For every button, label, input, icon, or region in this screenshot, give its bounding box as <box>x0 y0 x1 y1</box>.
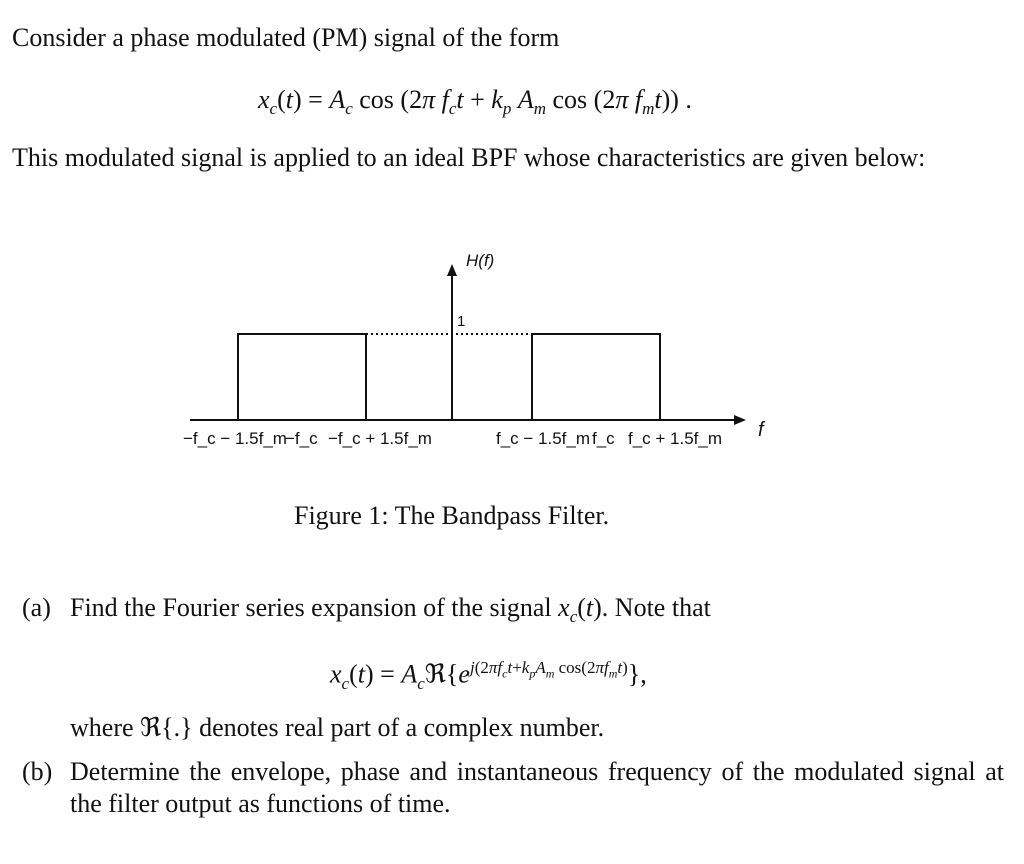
magnitude-axis-label: H(f) <box>466 251 495 270</box>
tick-label-neg-fc-plus: −f_c + 1.5f_m <box>328 429 432 448</box>
frequency-axis-label: f <box>758 419 764 441</box>
positive-passband <box>532 334 660 420</box>
part-a-label: (a) <box>22 593 51 622</box>
passband-gain-label: 1 <box>457 313 466 330</box>
magnitude-axis-arrow <box>447 264 457 276</box>
part-b-text: Determine the envelope, phase and instantaneous frequency of the modulated signal at the filter output as functions of time. <box>70 757 1004 818</box>
figure-caption: Figure 1: The Bandpass Filter. <box>294 501 610 530</box>
part-b-label: (b) <box>22 757 53 786</box>
tick-label-fc-plus: f_c + 1.5f_m <box>628 429 723 448</box>
pm-signal-equation: $x_c(t) = A_c$ cos (2π $f_ct + k_p$ $A_m$ cos (2π $f_mt$)) . <box>258 85 692 119</box>
intro-text: Consider a phase modulated (PM) signal of the form <box>12 23 560 52</box>
part-a-text: Find the Fourier series expansion of the signal $x_c(t)$. Note that <box>70 593 711 627</box>
tick-label-neg-fc-minus: −f_c − 1.5f_m <box>183 429 287 448</box>
tick-label-neg-fc: −f_c <box>285 429 318 448</box>
filter-sentence: This modulated signal is applied to an ideal BPF whose characteristics are given below: <box>12 143 926 172</box>
negative-passband <box>238 334 366 420</box>
frequency-axis-arrow <box>734 415 746 425</box>
tick-label-fc-minus: f_c − 1.5f_m <box>496 429 591 448</box>
part-a-note: where ℜ{.} denotes real part of a complex number. <box>70 713 605 742</box>
bandpass-filter-figure <box>0 230 1024 470</box>
tick-label-fc: f_c <box>592 429 615 448</box>
part-a-equation: $x_c(t)$ = $A_cℜ\{e^{j(2\pi f_ct+k_pA_m cos(2\pi f_mt)}\}$, <box>330 658 647 693</box>
